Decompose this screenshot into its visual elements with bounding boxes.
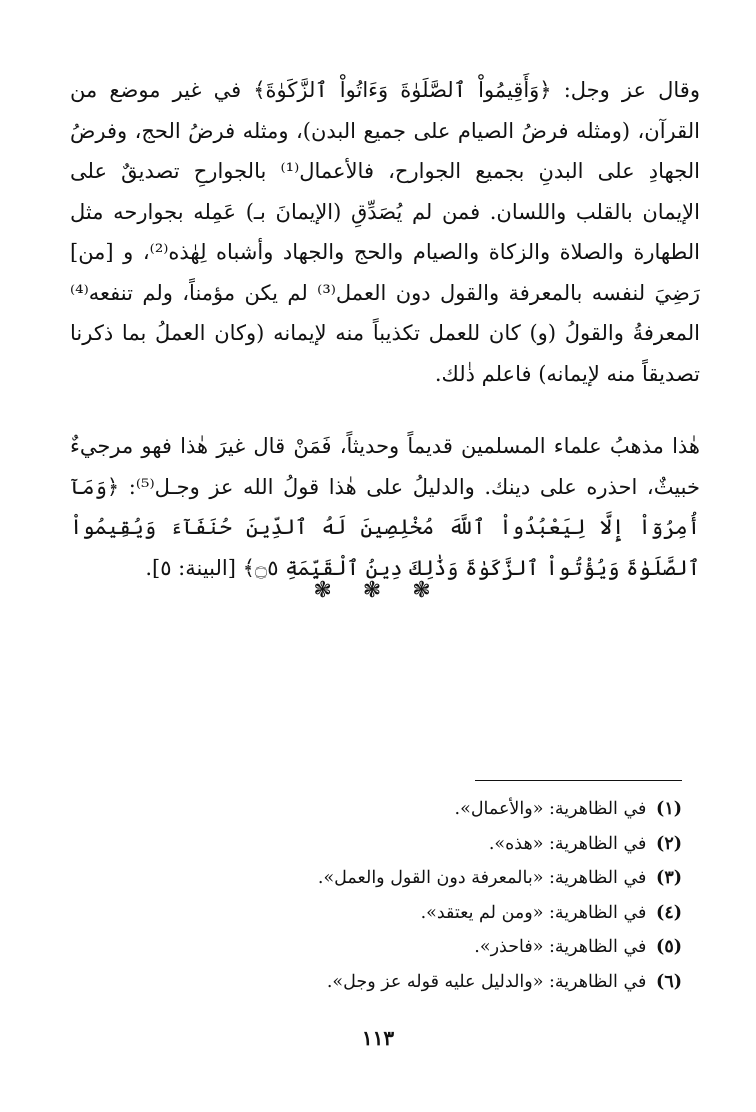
footnote-number: (٤) (656, 902, 682, 923)
footnote-item (122, 861, 682, 896)
footnote-number: (٥) (656, 937, 682, 957)
footnote-number: (١) (656, 799, 682, 819)
footnote-item (122, 792, 682, 827)
footnote-number: (٣) (656, 868, 682, 888)
footnote-text: في الظاهرية: «فاحذر». (474, 937, 647, 957)
footnote-text: في الظاهرية: «بالمعرفة دون القول والعمل». (317, 868, 647, 888)
footnotes-list (122, 792, 682, 999)
footnote-number: (٢) (656, 833, 682, 854)
footnote-text: في الظاهرية: «والدليل عليه قوله عز وجل». (326, 971, 647, 992)
page-number: ١١٣ (361, 1026, 395, 1050)
footnote-number: (٦) (656, 971, 682, 992)
section-divider-ornament: ❃ ❃ ❃ (313, 578, 443, 603)
footnote-item (122, 930, 682, 965)
footnote-text: في الظاهرية: «ومن لم يعتقد». (420, 902, 647, 923)
body-paragraph-2: هٰذا مذهبُ علماء المسلمين قديماً وحديثاً، فَمَنْ قال غيرَ هٰذا فهو مرجيءٌ خبيثٌ، احذره على دينك. والدليلُ على هٰذا قولُ الله عز وجـل⁽⁵⁾: ﴿وَمَآ أُمِرُوٓاْ إِلَّا لِيَعْبُدُواْ ٱللَّهَ مُخْلِصِينَ لَهُ ٱلدِّينَ حُنَفَآءَ وَيُقِيمُواْ ٱلصَّلَوٰةَ وَيُؤْتُواْ ٱلزَّكَوٰةَ وَذَٰلِكَ دِينُ ٱلْقَيِّمَةِ ۝٥﴾ [البينة: ٥]. (70, 434, 700, 580)
body-paragraph-1: وقال عز وجل: ﴿وَأَقِيمُواْ ٱلصَّلَوٰةَ وَءَاتُواْ ٱلزَّكَوٰةَ﴾ في غير موضع من القرآن، (ومثله فرضُ الصيام على جميع البدن)، ومثله فرضُ الحج، وفرضُ الجهادِ على البدنِ بجميع الجوارح، فالأعمال⁽¹⁾ بالجوارحِ تصديقٌ على الإيمان بالقلب واللسان. فمن لم يُصَدِّقِ (الإيمانَ بـ) عَمِله بجوارحه مثل الطهارة والصلاة والزكاة والصيام والحج والجهاد وأشباه لِهٰذه⁽²⁾، و [من] رَضِيَ لنفسه بالمعرفة والقول دون العمل⁽³⁾ لم يكن مؤمناً، ولم تنفعه⁽⁴⁾ المعرفةُ والقولُ (و) كان للعمل تكذيباً منه لإيمانه (وكان العملُ بما ذكرنا تصديقاً منه لإيمانه) فاعلم ذٰلك. (70, 78, 701, 386)
footnote-item (122, 965, 682, 1000)
footnote-item (122, 896, 682, 931)
footnote-text: في الظاهرية: «هذه». (488, 833, 647, 854)
footnote-item (122, 827, 682, 862)
footnote-separator-rule (475, 780, 682, 781)
footnote-text: في الظاهرية: «والأعمال». (454, 799, 647, 819)
